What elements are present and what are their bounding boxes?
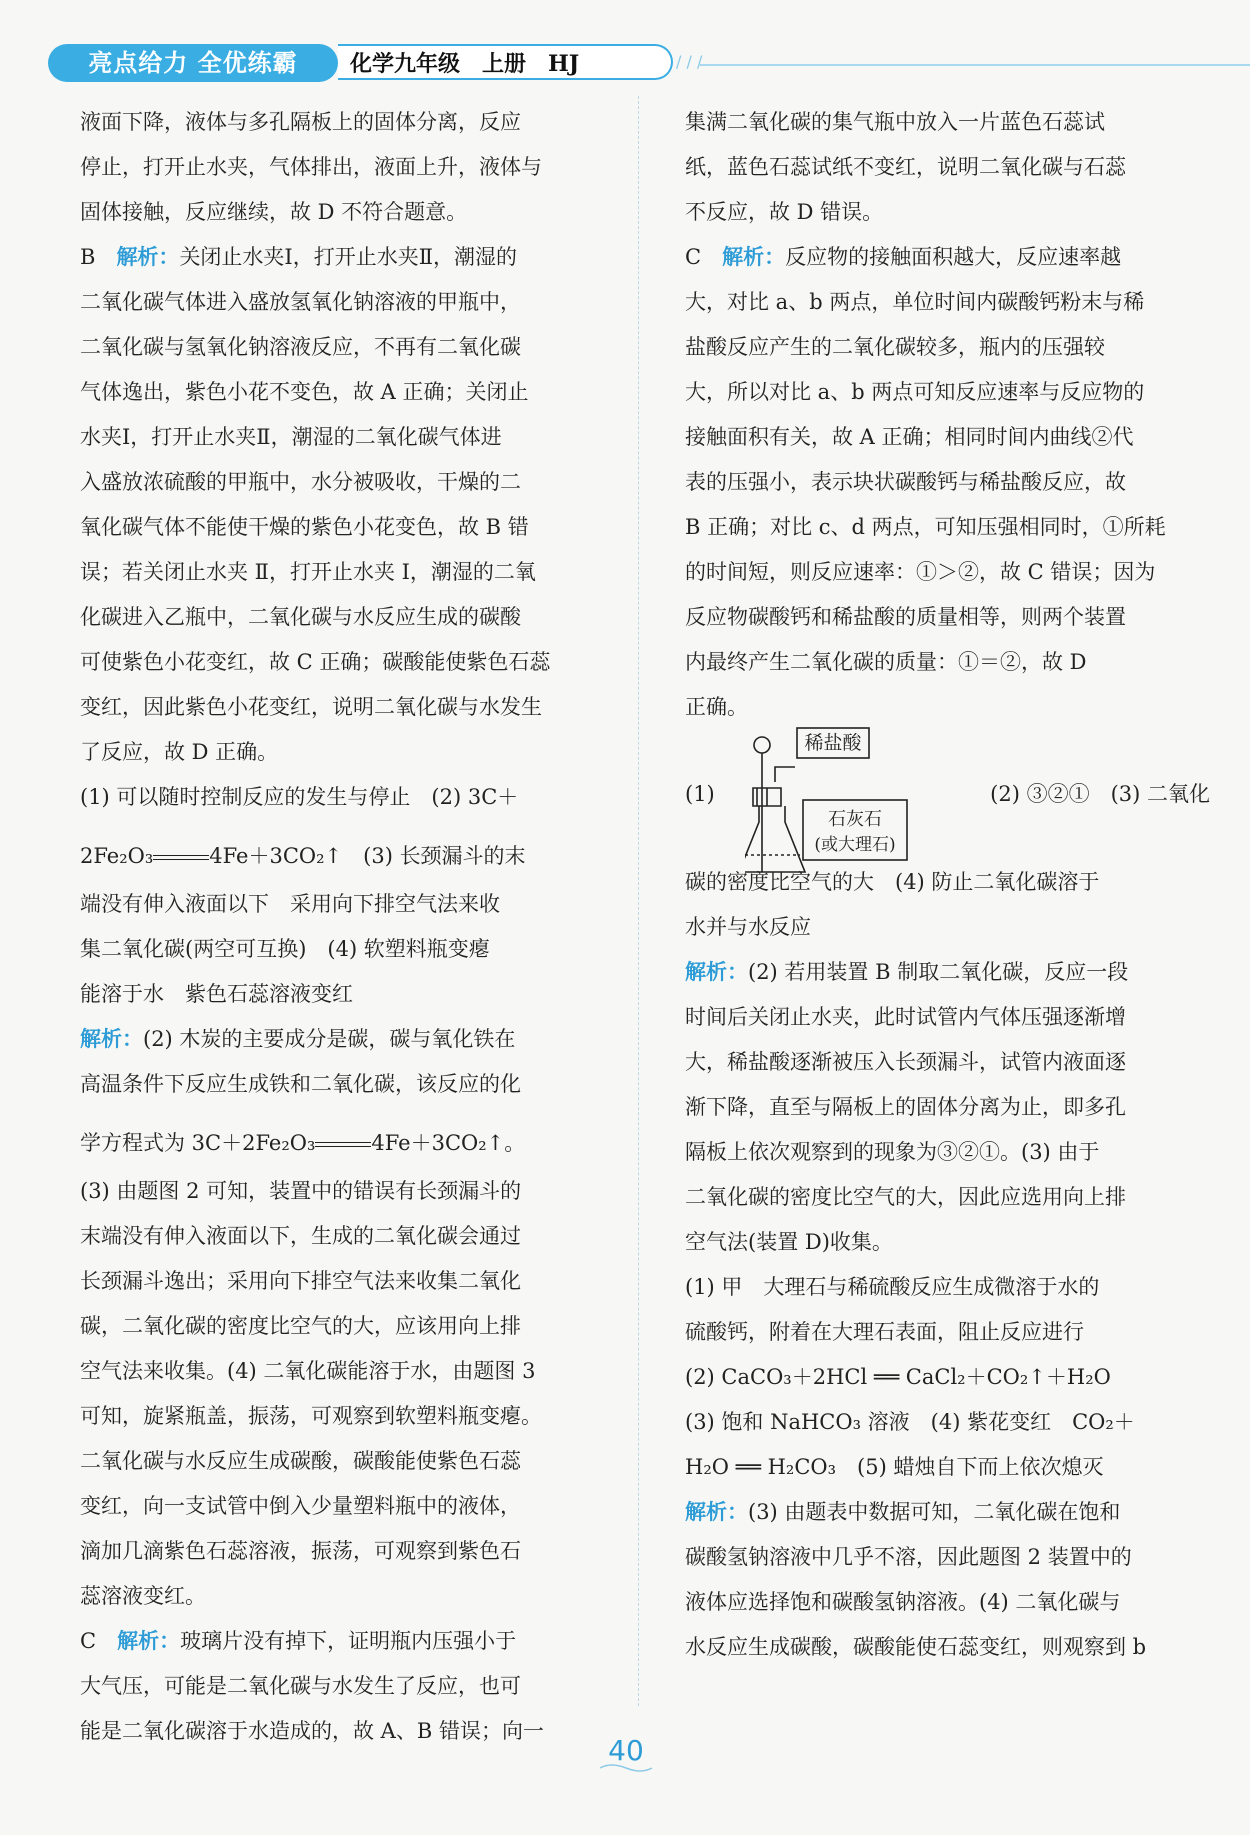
text-line: 水夹Ⅰ，打开止水夹Ⅱ，潮湿的二氧化碳气体进 (80, 425, 502, 449)
text-line: 正确。 (685, 695, 748, 719)
text-line: 气体逸出，紫色小花不变色，故 A 正确；关闭止 (80, 380, 529, 404)
q5-first-line (80, 775, 605, 820)
q8-first-line (685, 772, 715, 817)
text-line: 硫酸钙，附着在大理石表面，阻止反应进行 (685, 1320, 1084, 1344)
equation-product: 4Fe＋3CO₂↑ (209, 844, 343, 868)
analysis-label: 解析： (722, 245, 786, 269)
text-line: 末端没有伸入液面以下，生成的二氧化碳会通过 (80, 1224, 521, 1248)
q8-part1: (1) (685, 782, 715, 806)
analysis-line (80, 1017, 605, 1062)
text-line: 时间后关闭止水夹，此时试管内气体压强逐渐增 (685, 1005, 1126, 1029)
apparatus-diagram (745, 722, 925, 902)
text-line: 隔板上依次观察到的现象为③②①。(3) 由于 (685, 1140, 1100, 1164)
analysis-label: 解析： (116, 245, 180, 269)
analysis-line (685, 1490, 1210, 1535)
text-line: 表的压强小，表示块状碳酸钙与稀盐酸反应，故 (685, 470, 1126, 494)
text-line: 的时间短，则反应速率：①＞②，故 C 错误；因为 (685, 560, 1156, 584)
page-header (48, 44, 1208, 84)
text-line: 学方程式为 3C＋2Fe₂O₃ (80, 1131, 316, 1155)
text-line: 内最终产生二氧化碳的质量：①＝②，故 D (685, 650, 1087, 674)
text-line: 长颈漏斗逸出；采用向下排空气法来收集二氧化 (80, 1269, 521, 1293)
text-line: H₂O ══ H₂CO₃ (5) 蜡烛自下而上依次熄灭 (685, 1455, 1104, 1479)
text-line: (3) 由题图 2 可知，装置中的错误有长颈漏斗的 (80, 1179, 522, 1203)
text-line: (2) 木炭的主要成分是碳，碳与氧化铁在 (143, 1027, 516, 1051)
analysis-label: 解析： (685, 1500, 748, 1524)
text-line: 空气法(装置 D)收集。 (685, 1230, 893, 1254)
text-line: 化碳进入乙瓶中，二氧化碳与水反应生成的碳酸 (80, 605, 521, 629)
text-line: (2) ③②① (3) 二氧化 (990, 782, 1210, 806)
text-line: 端没有伸入液面以下 采用向下排空气法来收 (80, 892, 500, 916)
text-line: 接触面积有关，故 A 正确；相同时间内曲线②代 (685, 425, 1134, 449)
page-number-text: 40 (608, 1734, 644, 1767)
text-line: B 正确；对比 c、d 两点，可知压强相同时，①所耗 (685, 515, 1166, 539)
text-line: 渐下降，直至与隔板上的固体分离为止，即多孔 (685, 1095, 1126, 1119)
text-line: 大气压，可能是二氧化碳与水发生了反应，也可 (80, 1674, 521, 1698)
text-line: 停止，打开止水夹，气体排出，液面上升，液体与 (80, 155, 542, 179)
reaction-arrow (153, 820, 209, 882)
text-line: 盐酸反应产生的二氧化碳较多，瓶内的压强较 (685, 335, 1105, 359)
header-decoration: / / / (676, 52, 703, 71)
acid-label: 稀盐酸 (804, 732, 862, 754)
equation-reactant: 2Fe₂O₃ (80, 844, 154, 868)
text-line: (1) 可以随时控制反应的发生与停止 (2) 3C＋ (80, 785, 519, 809)
analysis-label: 解析： (117, 1629, 181, 1653)
subject-name: 化学九年级 上册 (350, 52, 527, 77)
text-line: (3) 由题表中数据可知，二氧化碳在饱和 (748, 1500, 1121, 1524)
text-line: 不反应，故 D 错误。 (685, 200, 884, 224)
analysis-label: 解析： (80, 1027, 143, 1051)
conical-flask (745, 806, 805, 872)
text-line: 能是二氧化碳溶于水造成的，故 A、B 错误；向一 (80, 1719, 544, 1743)
text-line: (2) 若用装置 B 制取二氧化碳，反应一段 (748, 960, 1129, 984)
text-line: (1) 甲 大理石与稀硫酸反应生成微溶于水的 (685, 1275, 1100, 1299)
text-line: 二氧化碳气体进入盛放氢氧化钠溶液的甲瓶中， (80, 290, 521, 314)
analysis-label: 解析： (685, 960, 748, 984)
text-line: 二氧化碳的密度比空气的大，因此应选用向上排 (685, 1185, 1126, 1209)
text-line: 入盛放浓硫酸的甲瓶中，水分被吸收，干燥的二 (80, 470, 521, 494)
text-line: 碳，二氧化碳的密度比空气的大，应该用向上排 (80, 1314, 521, 1338)
text-line: 二氧化碳与水反应生成碳酸，碳酸能使紫色石蕊 (80, 1449, 521, 1473)
text-line: 空气法来收集。(4) 二氧化碳能溶于水，由题图 3 (80, 1359, 536, 1383)
series-brand: 亮点给力 全优练霸 (48, 44, 338, 82)
text-line: 集二氧化碳(两空可互换) (4) 软塑料瓶变瘪 (80, 937, 490, 961)
text-line: 滴加几滴紫色石蕊溶液，振荡，可观察到紫色石 (80, 1539, 521, 1563)
delivery-tube (775, 767, 795, 782)
subject-title (338, 44, 673, 80)
text-line: 蕊溶液变红。 (80, 1584, 206, 1608)
text-line: 4Fe＋3CO₂↑。 (371, 1131, 526, 1155)
text-line: 变红，向一支试管中倒入少量塑料瓶中的液体， (80, 1494, 521, 1518)
text-line: 大，所以对比 a、b 两点可知反应速率与反应物的 (685, 380, 1145, 404)
text-line: 反应物碳酸钙和稀盐酸的质量相等，则两个装置 (685, 605, 1126, 629)
text-line: 误；若关闭止水夹 Ⅱ，打开止水夹 Ⅰ，潮湿的二氧 (80, 560, 536, 584)
funnel-bulb (754, 737, 770, 753)
edition-code: HJ (548, 51, 580, 77)
page-number-ornament (596, 1762, 656, 1774)
q9-first-line (685, 1265, 1210, 1310)
text-line: 高温条件下反应生成铁和二氧化碳，该反应的化 (80, 1072, 521, 1096)
q4-first-line (80, 235, 605, 280)
text-line: 碳酸氢钠溶液中几乎不溶，因此题图 2 装置中的 (685, 1545, 1132, 1569)
text-line: (3) 长颈漏斗的末 (363, 844, 526, 868)
text-line: 液面下降，液体与多孔隔板上的固体分离，反应 (80, 110, 521, 134)
text-line: 了反应，故 D 正确。 (80, 740, 279, 764)
equation-line (80, 1107, 605, 1169)
answer-letter: B (80, 245, 96, 269)
text-line: 反应物的接触面积越大，反应速率越 (785, 245, 1122, 269)
analysis-line (685, 950, 1210, 995)
text-line: 能溶于水 紫色石蕊溶液变红 (80, 982, 353, 1006)
text-line: 大，对比 a、b 两点，单位时间内碳酸钙粉末与稀 (685, 290, 1145, 314)
text-line: 碳的密度比空气的大 (4) 防止二氧化碳溶于 (685, 870, 1100, 894)
text-line: 水反应生成碳酸，碳酸能使石蕊变红，则观察到 b (685, 1635, 1147, 1659)
answer-letter: C (685, 245, 702, 269)
text-line: 液体应选择饱和碳酸氢钠溶液。(4) 二氧化碳与 (685, 1590, 1121, 1614)
answer-letter: C (80, 1629, 97, 1653)
text-line: (3) 饱和 NaHCO₃ 溶液 (4) 紫花变红 CO₂＋ (685, 1410, 1135, 1434)
text-line: 变红，因此紫色小花变红，说明二氧化碳与水发生 (80, 695, 542, 719)
text-line: (2) CaCO₃＋2HCl ══ CaCl₂＋CO₂↑＋H₂O (685, 1365, 1111, 1389)
text-line: 玻璃片没有掉下，证明瓶内压强小于 (180, 1629, 517, 1653)
left-column (80, 100, 605, 1754)
header-rule (698, 64, 1250, 66)
text-line: 可知，旋紧瓶盖，振荡，可观察到软塑料瓶变瘪。 (80, 1404, 542, 1428)
text-line: 集满二氧化碳的集气瓶中放入一片蓝色石蕊试 (685, 110, 1105, 134)
solid-label-alt: (或大理石) (814, 835, 896, 855)
text-line: 关闭止水夹Ⅰ，打开止水夹Ⅱ，潮湿的 (179, 245, 518, 269)
q7-first-line (685, 235, 1210, 280)
solid-label: 石灰石 (828, 809, 882, 830)
text-line: 水并与水反应 (685, 915, 811, 939)
text-line: 二氧化碳与氢氧化钠溶液反应，不再有二氧化碳 (80, 335, 521, 359)
text-line: 大，稀盐酸逐渐被压入长颈漏斗，试管内液面逐 (685, 1050, 1126, 1074)
text-line: 氧化碳气体不能使干燥的紫色小花变色，故 B 错 (80, 515, 529, 539)
page-number (596, 1728, 656, 1774)
reaction-arrow (315, 1107, 371, 1169)
equation-line (80, 820, 605, 882)
q6-first-line (80, 1619, 605, 1664)
text-line: 纸，蓝色石蕊试纸不变红，说明二氧化碳与石蕊 (685, 155, 1126, 179)
text-line: 可使紫色小花变红，故 C 正确；碳酸能使紫色石蕊 (80, 650, 551, 674)
text-line: 固体接触，反应继续，故 D 不符合题意。 (80, 200, 468, 224)
column-divider (638, 96, 639, 1706)
